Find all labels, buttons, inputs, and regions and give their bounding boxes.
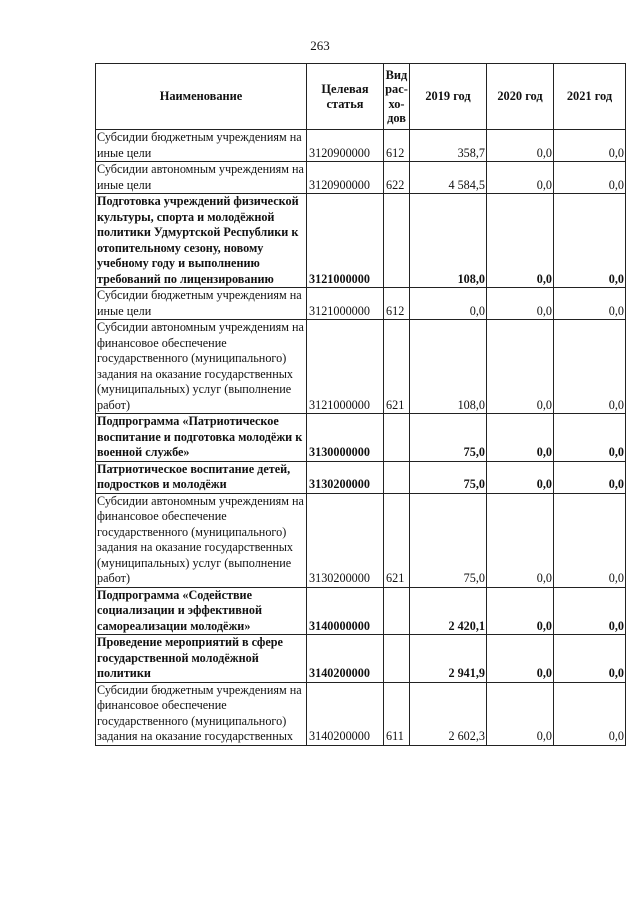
table-header-row [96,64,626,130]
cell-year-2019: 75,0 [410,414,487,462]
cell-target-article: 3120900000 [307,130,384,162]
cell-year-2019: 75,0 [410,493,487,587]
cell-year-2021: 0,0 [554,587,626,635]
budget-table [95,63,626,746]
cell-year-2020: 0,0 [487,320,554,414]
page-number: 263 [310,38,330,53]
table-row [96,493,626,587]
cell-year-2021: 0,0 [554,414,626,462]
cell-year-2021: 0,0 [554,493,626,587]
cell-year-2020: 0,0 [487,288,554,320]
header-year-2019: 2019 год [410,64,487,130]
header-year-2021: 2021 год [554,64,626,130]
cell-year-2019: 0,0 [410,288,487,320]
cell-year-2020: 0,0 [487,194,554,288]
table-row [96,635,626,683]
cell-name: Субсидии бюджетным учреждениям на иные цели [96,130,307,162]
cell-name: Подпрограмма «Патриотическое воспитание и подготовка молодёжи к военной службе» [96,414,307,462]
cell-target-article: 3130200000 [307,461,384,493]
cell-year-2019: 358,7 [410,130,487,162]
cell-name: Проведение мероприятий в сфере государственной молодёжной политики [96,635,307,683]
cell-name: Подпрограмма «Содействие социализации и эффективной самореализации молодёжи» [96,587,307,635]
cell-expense-type: 612 [384,130,410,162]
table-row [96,587,626,635]
cell-expense-type: 621 [384,320,410,414]
header-year-2020: 2020 год [487,64,554,130]
cell-expense-type: 621 [384,493,410,587]
header-expense-type: Вид рас-хо-дов [384,64,410,130]
cell-year-2021: 0,0 [554,320,626,414]
cell-year-2020: 0,0 [487,635,554,683]
cell-year-2019: 4 584,5 [410,162,487,194]
cell-target-article: 3130200000 [307,493,384,587]
cell-target-article: 3140000000 [307,587,384,635]
cell-name: Субсидии бюджетным учреждениям на финансовое обеспечение государственного (муниципального) задания на оказание государственных [96,682,307,745]
cell-target-article: 3140200000 [307,682,384,745]
cell-target-article: 3120900000 [307,162,384,194]
table-row [96,414,626,462]
cell-year-2021: 0,0 [554,194,626,288]
cell-name: Подготовка учреждений физической культуры, спорта и молодёжной политики Удмуртской Республики к отопительному сезону, новому учебному году и выполнению требований по лицензированию [96,194,307,288]
cell-year-2021: 0,0 [554,635,626,683]
cell-year-2019: 2 602,3 [410,682,487,745]
cell-target-article: 3121000000 [307,320,384,414]
cell-expense-type: 612 [384,288,410,320]
table-row [96,288,626,320]
header-name: Наименование [96,64,307,130]
cell-expense-type: 622 [384,162,410,194]
cell-target-article: 3140200000 [307,635,384,683]
table-row [96,194,626,288]
cell-year-2019: 75,0 [410,461,487,493]
cell-expense-type [384,587,410,635]
cell-year-2021: 0,0 [554,130,626,162]
cell-target-article: 3130000000 [307,414,384,462]
cell-year-2019: 108,0 [410,194,487,288]
cell-year-2019: 2 941,9 [410,635,487,683]
cell-target-article: 3121000000 [307,288,384,320]
cell-year-2019: 2 420,1 [410,587,487,635]
cell-year-2020: 0,0 [487,414,554,462]
table-row [96,130,626,162]
cell-name: Субсидии автономным учреждениям на финансовое обеспечение государственного (муниципального) задания на оказание государственных (муниципальных) услуг (выполнение работ) [96,493,307,587]
cell-name: Субсидии бюджетным учреждениям на иные цели [96,288,307,320]
cell-target-article: 3121000000 [307,194,384,288]
cell-year-2019: 108,0 [410,320,487,414]
cell-name: Субсидии автономным учреждениям на иные цели [96,162,307,194]
table-row [96,320,626,414]
cell-expense-type: 611 [384,682,410,745]
cell-name: Субсидии автономным учреждениям на финансовое обеспечение государственного (муниципального) задания на оказание государственных (муниципальных) услуг (выполнение работ) [96,320,307,414]
header-target-article: Целевая статья [307,64,384,130]
cell-year-2021: 0,0 [554,288,626,320]
cell-year-2021: 0,0 [554,682,626,745]
cell-name: Патриотическое воспитание детей, подростков и молодёжи [96,461,307,493]
table-row [96,162,626,194]
cell-year-2020: 0,0 [487,130,554,162]
cell-expense-type [384,194,410,288]
cell-year-2021: 0,0 [554,461,626,493]
cell-year-2020: 0,0 [487,587,554,635]
cell-expense-type [384,414,410,462]
cell-year-2020: 0,0 [487,682,554,745]
table-row [96,682,626,745]
table-row [96,461,626,493]
cell-year-2021: 0,0 [554,162,626,194]
cell-year-2020: 0,0 [487,461,554,493]
cell-year-2020: 0,0 [487,162,554,194]
cell-expense-type [384,635,410,683]
table-body [96,130,626,746]
cell-expense-type [384,461,410,493]
cell-year-2020: 0,0 [487,493,554,587]
